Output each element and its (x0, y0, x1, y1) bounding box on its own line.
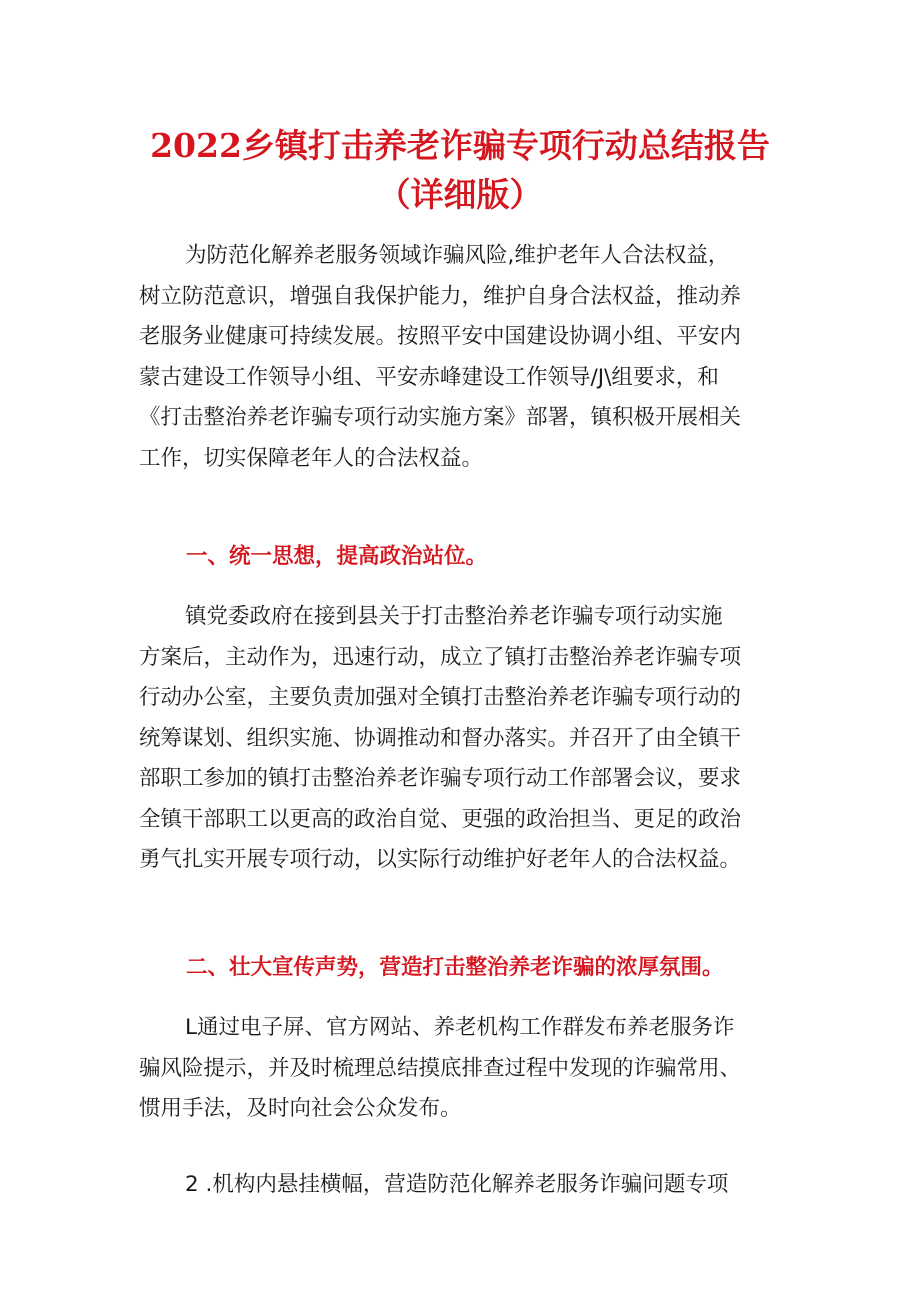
section-heading-1: 一、统一思想，提高政治站位。 (186, 544, 488, 569)
paragraph-line: 统筹谋划、组织实施、协调推动和督办落实。并召开了由全镇干 (139, 725, 742, 751)
section-heading-2: 二、壮大宣传声势，营造打击整治养老诈骗的浓厚氛围。 (186, 955, 724, 980)
paragraph-line: 部职工参加的镇打击整治养老诈骗专项行动工作部署会议，要求 (139, 766, 742, 791)
section-2-item-2 (139, 1165, 799, 1206)
paragraph-line: 骗风险提示，并及时梳理总结摸底排查过程中发现的诈骗常用、 (139, 1055, 742, 1081)
section-2-item-1 (139, 1008, 799, 1130)
paragraph-line: 老服务业健康可持续发展。按照平安中国建设协调小组、平安内 (139, 324, 742, 349)
paragraph-line: L通过电子屏、官方网站、养老机构工作群发布养老服务诈 (185, 1015, 735, 1040)
document-subtitle: （详细版） (377, 175, 543, 214)
document-title: 2022乡镇打击养老诈骗专项行动总结报告 (150, 126, 770, 165)
paragraph-line: 勇气扎实开展专项行动，以实际行动维护好老年人的合法权益。 (139, 847, 742, 872)
paragraph-line: 行动办公室，主要负责加强对全镇打击整治养老诈骗专项行动的 (139, 685, 742, 710)
paragraph-line: 2 .机构内悬挂横幅，营造防范化解养老服务诈骗问题专项 (185, 1172, 729, 1197)
paragraph-line: 惯用手法，及时向社会公众发布。 (139, 1096, 462, 1121)
paragraph-line: 蒙古建设工作领导小组、平安赤峰建设工作领导/J\组要求，和 (139, 364, 719, 390)
section-1-paragraph (139, 597, 799, 881)
paragraph-line: 树立防范意识，增强自我保护能力，维护自身合法权益，推动养 (139, 283, 742, 309)
paragraph-line: 工作，切实保障老年人的合法权益。 (139, 445, 484, 471)
paragraph-line: 为防范化解养老服务领域诈骗风险,维护老年人合法权益， (185, 243, 730, 268)
paragraph-line: 镇党委政府在接到县关于打击整治养老诈骗专项行动实施 (185, 604, 723, 629)
paragraph-line: 方案后，主动作为，迅速行动，成立了镇打击整治养老诈骗专项 (139, 644, 742, 670)
paragraph-line: 全镇干部职工以更高的政治自觉、更强的政治担当、更足的政治 (139, 806, 742, 832)
paragraph-line: 《打击整治养老诈骗专项行动实施方案》部署，镇积极开展相关 (139, 405, 742, 430)
intro-paragraph (139, 236, 799, 479)
